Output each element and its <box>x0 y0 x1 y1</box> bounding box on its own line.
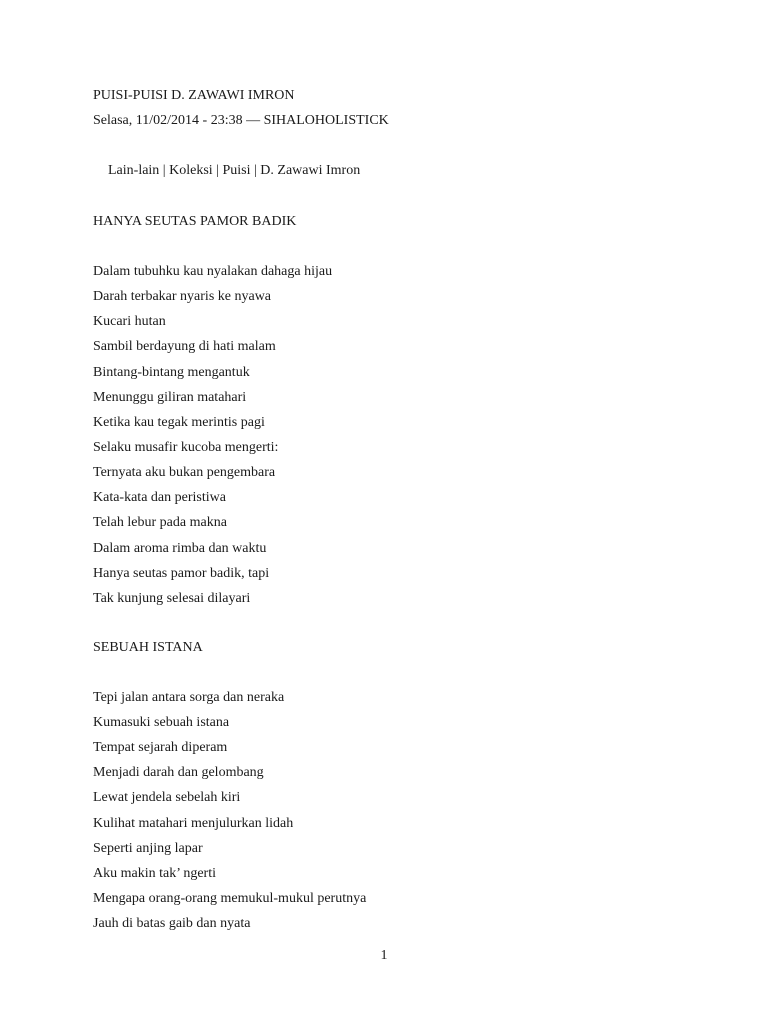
poem-line: Mengapa orang-orang memukul-mukul perutnya <box>93 891 367 906</box>
poem-line: Telah lebur pada makna <box>93 515 227 530</box>
poem-line: Tepi jalan antara sorga dan neraka <box>93 690 285 705</box>
document-categories: Lain-lain | Koleksi | Puisi | D. Zawawi Imron <box>108 163 361 178</box>
poem-line: Jauh di batas gaib dan nyata <box>93 916 251 931</box>
poem-line: Tempat sejarah diperam <box>93 740 228 755</box>
poem-line: Hanya seutas pamor badik, tapi <box>93 566 270 581</box>
page-number: 1 <box>380 948 388 963</box>
poem-line: Dalam aroma rimba dan waktu <box>93 541 267 556</box>
document-title: PUISI-PUISI D. ZAWAWI IMRON <box>93 88 295 103</box>
poem-line: Ternyata aku bukan pengembara <box>93 465 276 480</box>
poem-title: SEBUAH ISTANA <box>93 640 203 655</box>
poem-line: Kumasuki sebuah istana <box>93 715 230 730</box>
poem-line: Darah terbakar nyaris ke nyawa <box>93 289 272 304</box>
poem-line: Kulihat matahari menjulurkan lidah <box>93 816 294 831</box>
poem-line: Menunggu giliran matahari <box>93 390 247 405</box>
document-dateline: Selasa, 11/02/2014 - 23:38 — SIHALOHOLISTICK <box>93 113 389 128</box>
poem-title: HANYA SEUTAS PAMOR BADIK <box>93 214 297 229</box>
poem-line: Tak kunjung selesai dilayari <box>93 591 251 606</box>
poem-line: Aku makin tak’ ngerti <box>93 866 216 881</box>
poem-line: Menjadi darah dan gelombang <box>93 765 264 780</box>
poem-line: Kata-kata dan peristiwa <box>93 490 226 505</box>
poem-line: Bintang-bintang mengantuk <box>93 365 250 380</box>
poem-line: Selaku musafir kucoba mengerti: <box>93 440 279 455</box>
poem-line: Ketika kau tegak merintis pagi <box>93 415 265 430</box>
poem-line: Seperti anjing lapar <box>93 841 203 856</box>
poem-line: Lewat jendela sebelah kiri <box>93 790 241 805</box>
poem-line: Kucari hutan <box>93 314 166 329</box>
poem-line: Sambil berdayung di hati malam <box>93 339 276 354</box>
poem-line: Dalam tubuhku kau nyalakan dahaga hijau <box>93 264 333 279</box>
